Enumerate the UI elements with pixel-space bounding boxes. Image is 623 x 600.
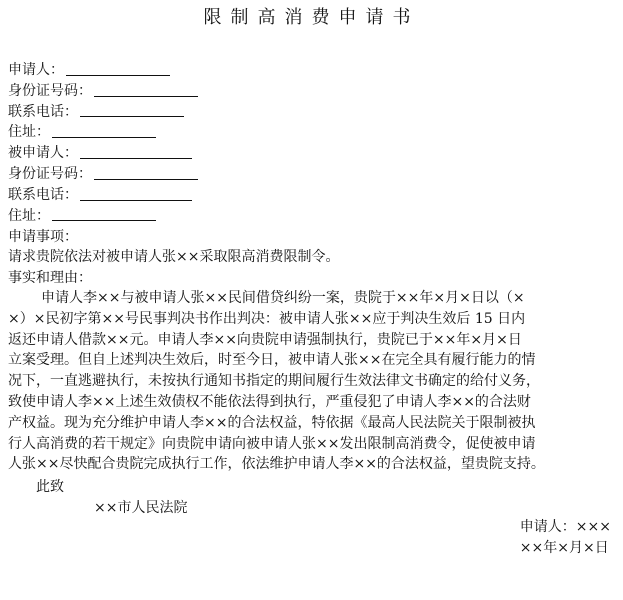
facts-line	[8, 392, 613, 413]
signature-date: ××年×月×日	[519, 539, 609, 556]
applicant-name-label: 申请人：	[8, 62, 64, 78]
facts-line-text: 申请人李××与被申请人张××民间借贷纠纷一案，贵院于××年×月×日以（×	[41, 290, 525, 306]
respondent-id-blank[interactable]	[94, 178, 198, 180]
document-title: 限制高消费申请书	[203, 7, 420, 28]
request-text: 请求贵院依法对被申请人张××采取限高消费限制令。	[8, 249, 340, 265]
facts-line-text: ×）×民初字第××号民事判决书作出判决：被申请人张××应于判决生效后 15 日内	[8, 310, 526, 327]
facts-line-text: 产权益。现为充分维护申请人李××的合法权益，特依据《最高人民法院关于限制被执	[8, 414, 536, 431]
applicant-name-field	[8, 60, 608, 81]
applicant-address-label: 住址：	[8, 124, 50, 141]
respondent-id-label: 身份证号码：	[8, 165, 92, 182]
respondent-phone-blank[interactable]	[80, 199, 192, 201]
applicant-phone-blank[interactable]	[80, 115, 184, 117]
respondent-address-label: 住址：	[8, 207, 50, 224]
facts-heading: 事实和理由：	[8, 270, 92, 286]
applicant-address-blank[interactable]	[52, 136, 156, 138]
respondent-name-blank[interactable]	[80, 157, 192, 159]
respondent-address-field	[8, 206, 608, 227]
applicant-id-label: 身份证号码：	[8, 82, 92, 99]
respondent-name-field	[8, 143, 608, 164]
facts-line	[8, 434, 613, 455]
facts-line-text: 致使申请人李××上述生效债权不能依法得到执行，严重侵犯了申请人李××的合法财	[8, 393, 531, 410]
facts-line	[8, 413, 613, 434]
facts-line	[8, 330, 613, 351]
facts-line	[8, 371, 613, 392]
respondent-address-blank[interactable]	[52, 219, 156, 221]
applicant-id-blank[interactable]	[94, 95, 198, 97]
facts-line	[8, 350, 613, 371]
respondent-id-field	[8, 164, 608, 185]
applicant-phone-field	[8, 102, 608, 123]
facts-line-text: 人张××尽快配合贵院完成执行工作，依法维护申请人李××的合法权益，望贵院支持。	[8, 456, 545, 473]
facts-line-text: 行人高消费的若干规定》向贵院申请向被申请人张××发出限制高消费令，促使被申请	[8, 435, 536, 452]
signature-applicant: 申请人：×××	[519, 519, 611, 535]
respondent-phone-label: 联系电话：	[8, 186, 78, 203]
facts-line-text: 返还申请人借款××元。申请人李××向贵院申请强制执行，贵院已于××年×月×日	[8, 331, 522, 348]
request-heading: 申请事项：	[8, 229, 78, 245]
addressee-court: ××市人民法院	[94, 500, 188, 516]
applicant-address-field	[8, 122, 608, 143]
respondent-name-label: 被申请人：	[8, 145, 78, 162]
facts-body	[8, 288, 613, 475]
facts-line	[8, 454, 613, 475]
party-fields	[8, 60, 608, 226]
applicant-id-field	[8, 81, 608, 102]
signature-block	[520, 517, 611, 559]
applicant-phone-label: 联系电话：	[8, 103, 78, 120]
applicant-name-blank[interactable]	[66, 74, 170, 76]
facts-line-text: 况下，一直逃避执行，未按执行通知书指定的期间履行生效法律文书确定的给付义务，	[8, 373, 540, 390]
respondent-phone-field	[8, 185, 608, 206]
facts-line-text: 立案受理。但自上述判决生效后，时至今日，被申请人张××在完全具有履行能力的情	[8, 352, 536, 369]
facts-line	[8, 288, 613, 309]
facts-line	[8, 309, 613, 330]
closing-salutation: 此致	[36, 479, 64, 495]
